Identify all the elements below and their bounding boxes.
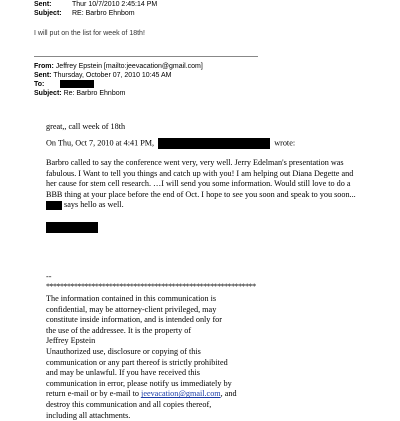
top-sent-row xyxy=(34,0,157,9)
message-paragraph xyxy=(46,158,358,211)
disclaimer-line: communication or any part thereof is strictly prohibited xyxy=(46,357,228,367)
subject-label: Subject: xyxy=(34,10,62,17)
on-date-prefix: On Thu, Oct 7, 2010 at 4:41 PM, xyxy=(46,138,155,148)
sent-value: Thur 10/7/2010 2:45:14 PM xyxy=(72,1,158,8)
footer-dashes: -- xyxy=(46,272,52,281)
from-value: Jeffrey Epstein [mailto:jeevacation@gmail.com] xyxy=(55,63,203,70)
top-body-text: I will put on the list for week of 18th! xyxy=(34,30,145,37)
disclaimer-line: The information contained in this communication is xyxy=(46,294,217,303)
to-redaction xyxy=(60,80,94,88)
separator-line xyxy=(34,56,258,57)
quoted-subject-label: Subject: xyxy=(34,90,62,97)
from-row xyxy=(34,62,203,71)
quoted-sent-label: Sent: xyxy=(34,72,52,79)
from-label: From: xyxy=(34,63,54,70)
email-line-prefix: return e-mail or by e-mail to xyxy=(46,389,139,399)
disclaimer-line: destroy this communication and all copies thereof, xyxy=(46,399,212,409)
greeting-text: great,, call week of 18th xyxy=(46,122,126,131)
on-date-line xyxy=(46,138,295,149)
disclaimer-line: and may be unlawful. If you have received this xyxy=(46,368,200,378)
quoted-subject-value: Re: Barbro Ehnbom xyxy=(63,90,126,97)
disclaimer-line: confidential, may be attorney-client privileged, may xyxy=(46,304,217,314)
disclaimer-line: Unauthorized use, disclosure or copying of this xyxy=(46,346,201,356)
quoted-sent-row xyxy=(34,71,172,80)
disclaimer-line: communication in error, please notify us immediately by xyxy=(46,378,232,388)
quoted-sent-value: Thursday, October 07, 2010 10:45 AM xyxy=(53,72,172,79)
to-row xyxy=(34,80,94,89)
disclaimer-email-line xyxy=(46,389,237,400)
name-redaction xyxy=(46,201,62,210)
signature-redaction xyxy=(46,222,98,233)
wrote-text: wrote: xyxy=(274,138,296,148)
disclaimer-line: the use of the addressee. It is the property of xyxy=(46,325,192,335)
sender-redaction xyxy=(158,138,270,149)
disclaimer-line: constitute inside information, and is intended only for xyxy=(46,315,222,325)
quoted-subject-row xyxy=(34,89,125,98)
disclaimer-line: including all attachments. xyxy=(46,410,131,420)
message-text: Barbro called to say the conference went very, very well. Jerry Edelman's presentation was fabulous. I Want to tell you things and catch up with you! I am helping out Diana Degette and her cause for stem cell research. …I will send you some information. Would still love to do a BBB thing at your place before the end of Oct. I hope to see you soon and speak to you soon... xyxy=(46,158,356,199)
email-line-suffix: , and xyxy=(220,389,237,399)
message-text-end: says hello as well. xyxy=(64,200,124,210)
top-subject-row xyxy=(34,9,135,18)
email-link[interactable]: jeevacation@gmail.com xyxy=(141,389,221,399)
subject-value: RE: Barbro Ehnbom xyxy=(72,10,135,17)
disclaimer-block xyxy=(46,294,237,421)
sent-label: Sent: xyxy=(34,1,52,8)
disclaimer-line: Jeffrey Epstein xyxy=(46,336,96,346)
to-label: To: xyxy=(34,81,45,88)
footer-stars: ************************************************************ xyxy=(46,282,256,291)
